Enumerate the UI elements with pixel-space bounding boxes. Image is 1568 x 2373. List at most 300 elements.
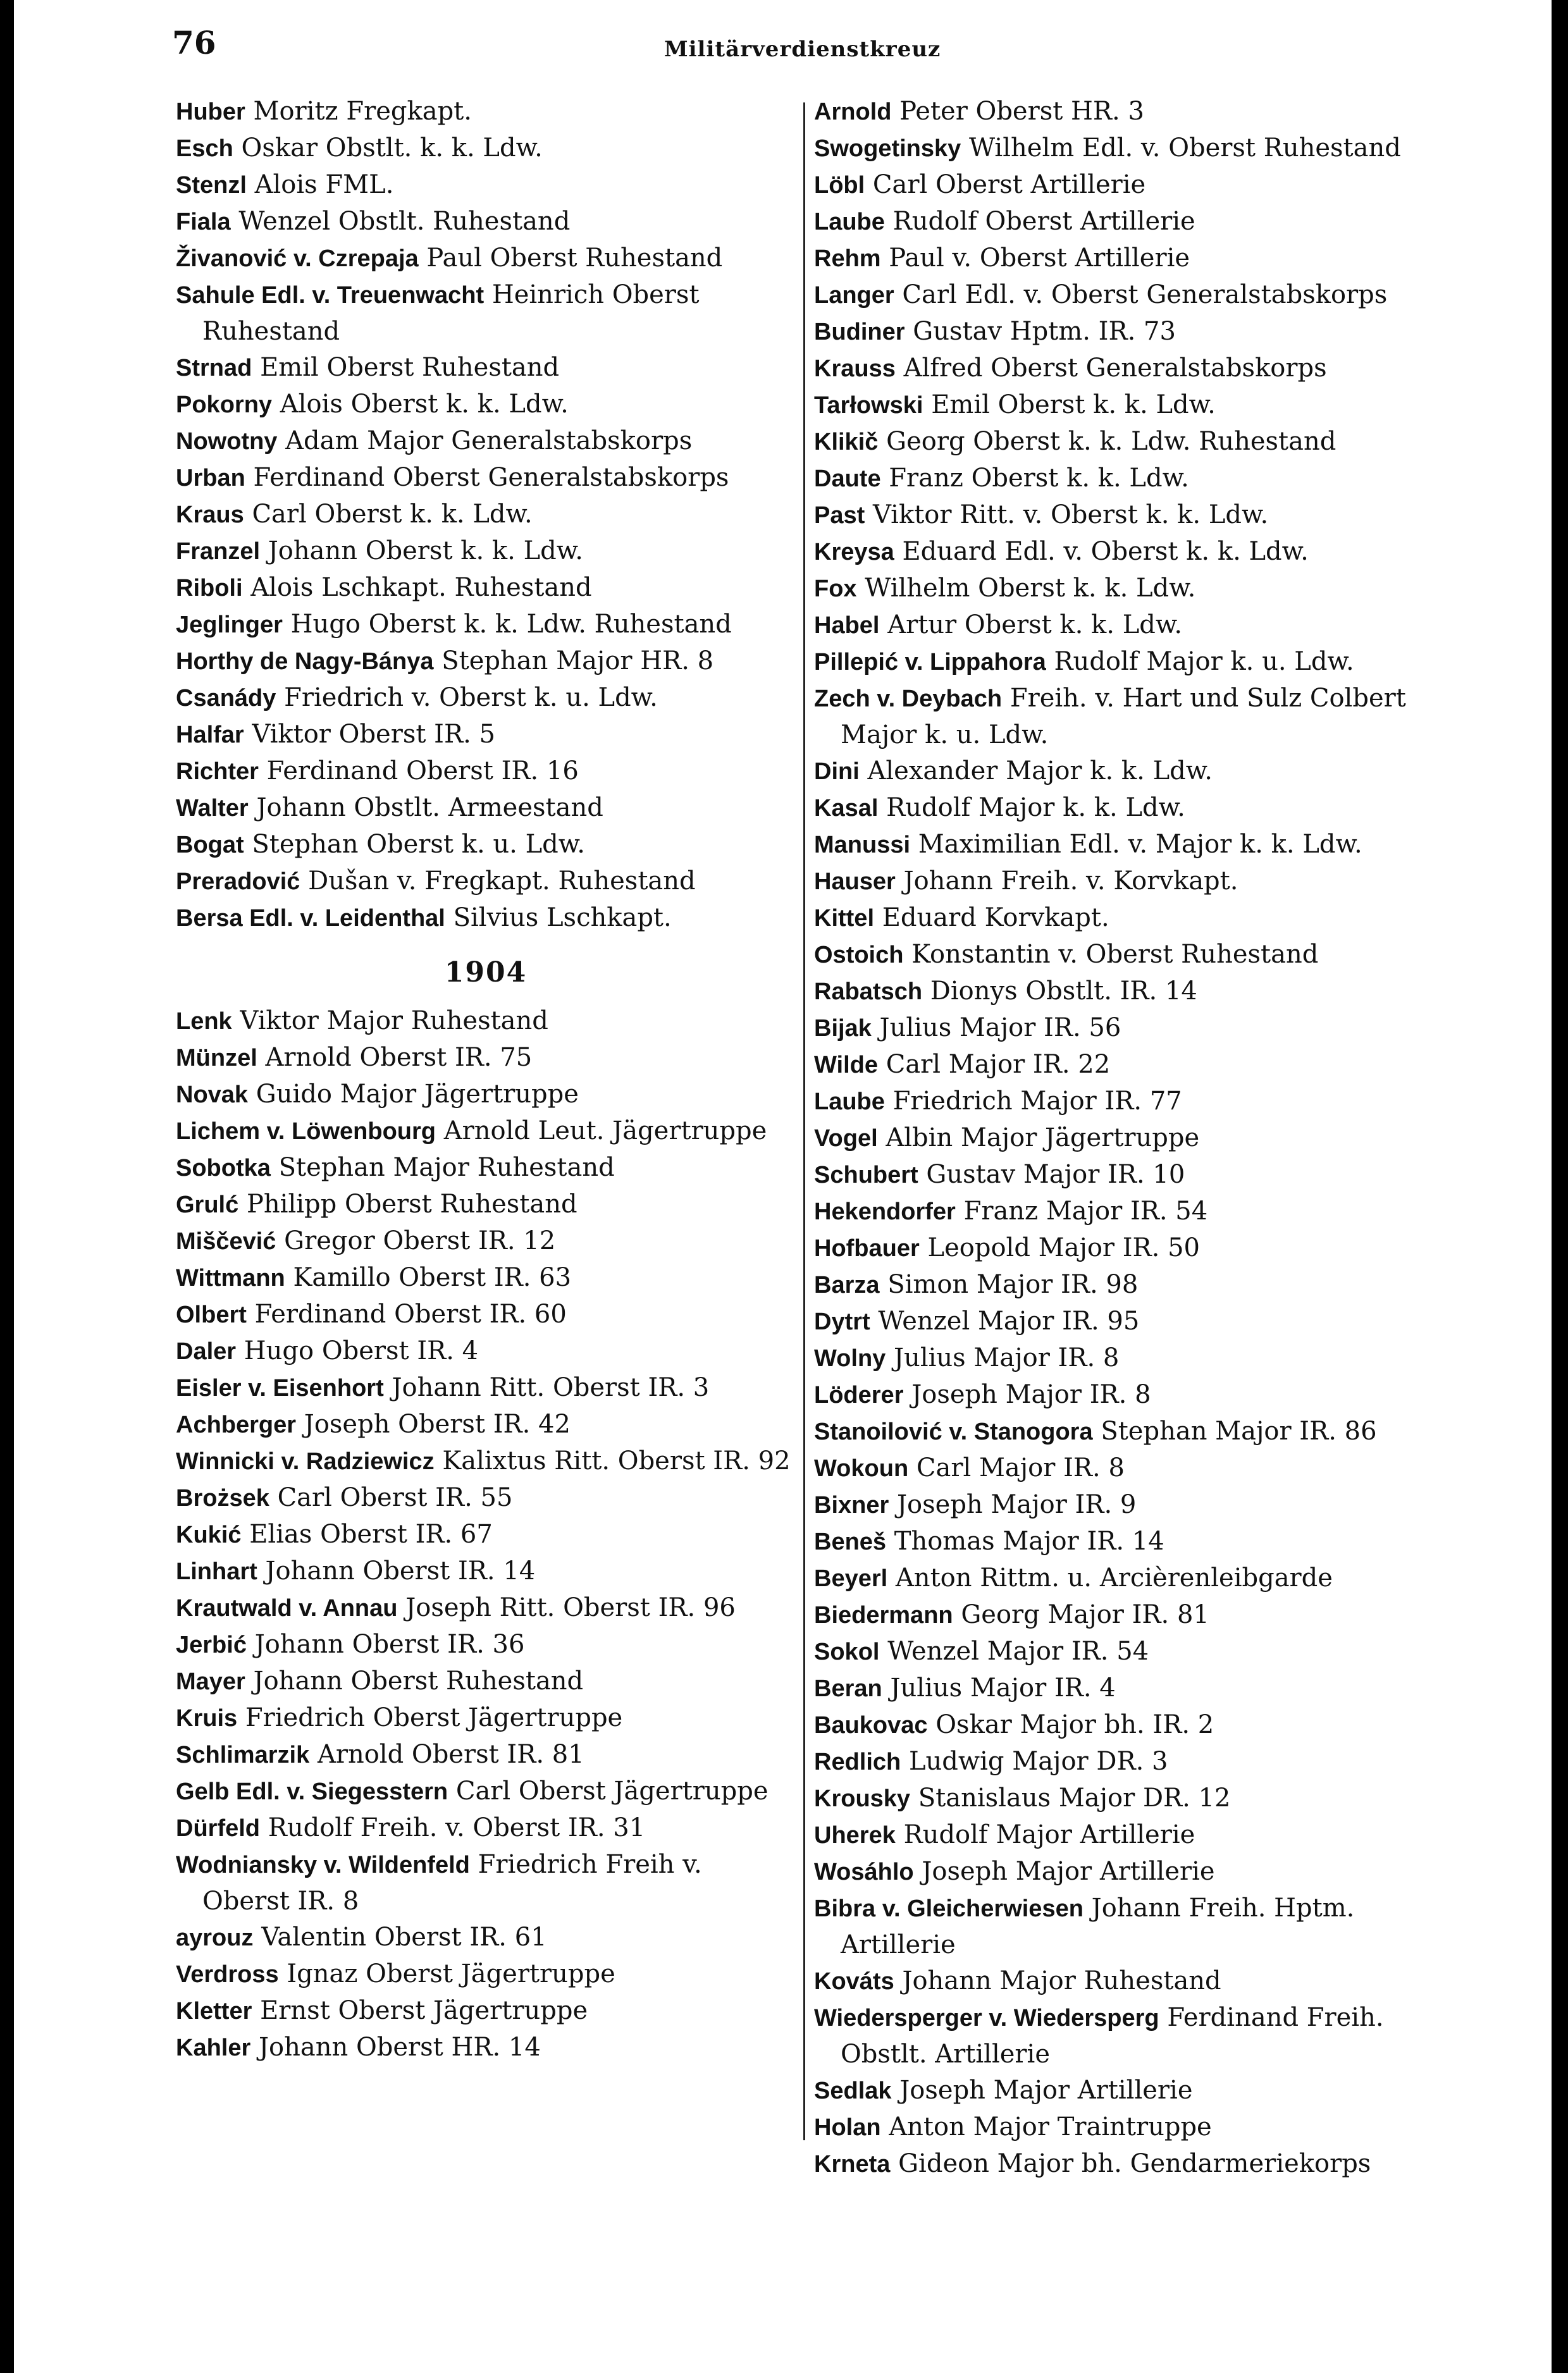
entry-details: Carl Oberst Jägertruppe <box>455 1777 769 1806</box>
entry-details: Johann Freih. v. Korvkapt. <box>903 866 1238 896</box>
entry-details: Ludwig Major DR. 3 <box>908 1747 1168 1776</box>
list-item <box>814 1047 1453 1083</box>
list-item <box>176 1480 796 1517</box>
entry-details: Anton Major Traintruppe <box>889 2112 1212 2142</box>
entry-surname: Wosáhlo <box>814 1859 914 1885</box>
list-item <box>814 827 1453 863</box>
list-item <box>176 1700 796 1737</box>
entry-surname: Dürfeld <box>176 1815 260 1842</box>
list-item <box>176 680 796 717</box>
entry-surname: Wolny <box>814 1345 886 1372</box>
list-item <box>814 1780 1453 1817</box>
entry-details: Joseph Oberst IR. 42 <box>304 1410 571 1439</box>
entry-surname: Krauss <box>814 355 896 382</box>
entry-details: Anton Rittm. u. Arcièrenleibgarde <box>895 1563 1333 1593</box>
entry-details: Johann Oberst Ruhestand <box>253 1667 584 1696</box>
entry-details: Ferdinand Freih. Obstlt. Artillerie <box>841 2003 1384 2069</box>
entry-surname: Verdross <box>176 1961 279 1988</box>
entry-surname: Kletter <box>176 1998 252 2025</box>
entry-surname: Beneš <box>814 1529 887 1555</box>
entry-details: Friedrich v. Oberst k. u. Ldw. <box>284 683 658 712</box>
entry-surname: Dini <box>814 758 860 785</box>
entry-surname: Halfar <box>176 722 244 748</box>
entry-details: Joseph Major IR. 9 <box>897 1490 1137 1519</box>
entry-details: Gregor Oberst IR. 12 <box>284 1226 556 1255</box>
entry-details: Gustav Major IR. 10 <box>926 1160 1185 1189</box>
list-item <box>176 1407 796 1443</box>
entry-surname: Uherek <box>814 1822 896 1849</box>
entry-details: Hugo Oberst IR. 4 <box>244 1336 479 1365</box>
list-item <box>814 681 1453 753</box>
entry-details: Emil Oberst Ruhestand <box>260 353 560 382</box>
list-item <box>176 386 796 423</box>
right-column <box>814 94 1453 2183</box>
entry-details: Arnold Oberst IR. 81 <box>317 1740 584 1769</box>
entry-details: Stanislaus Major DR. 12 <box>918 1784 1231 1813</box>
entry-surname: Huber <box>176 99 245 125</box>
entry-details: Joseph Major Artillerie <box>899 2076 1193 2105</box>
entry-details: Stephan Major IR. 86 <box>1101 1417 1377 1446</box>
entry-surname: Walter <box>176 795 249 822</box>
list-item <box>814 1120 1453 1157</box>
list-item <box>814 1083 1453 1120</box>
entry-surname: Lenk <box>176 1008 232 1035</box>
entry-surname: Novak <box>176 1082 249 1108</box>
list-item <box>814 1744 1453 1780</box>
entry-details: Carl Oberst Artillerie <box>872 170 1146 199</box>
list-item <box>176 167 796 204</box>
entry-surname: Biedermann <box>814 1602 953 1629</box>
entry-surname: Bogat <box>176 832 244 858</box>
list-item <box>814 1414 1453 1450</box>
entry-surname: Wiedersperger v. Wiedersperg <box>814 2005 1159 2031</box>
entry-details: Hugo Oberst k. k. Ldw. Ruhestand <box>290 610 732 639</box>
entry-surname: Tarłowski <box>814 392 923 419</box>
entry-details: Peter Oberst HR. 3 <box>899 97 1144 126</box>
list-item <box>814 644 1453 681</box>
list-item <box>814 1010 1453 1047</box>
entry-details: Carl Major IR. 22 <box>886 1050 1111 1079</box>
entry-surname: Kruis <box>176 1705 238 1732</box>
entry-surname: Laube <box>814 1088 885 1115</box>
list-item <box>814 534 1453 570</box>
entry-details: Maximilian Edl. v. Major k. k. Ldw. <box>918 830 1362 859</box>
entry-details: Dušan v. Fregkapt. Ruhestand <box>308 866 696 896</box>
entry-details: Viktor Oberst IR. 5 <box>252 720 495 749</box>
entry-details: Paul Oberst Ruhestand <box>426 243 723 273</box>
list-item <box>176 1003 796 1040</box>
list-item <box>814 1450 1453 1487</box>
list-item <box>176 130 796 167</box>
entry-surname: Sobotka <box>176 1155 271 1181</box>
entry-details: Arnold Leut. Jägertruppe <box>443 1116 767 1145</box>
entry-surname: Sahule Edl. v. Treuenwacht <box>176 282 485 309</box>
entry-surname: Hofbauer <box>814 1235 920 1262</box>
list-item <box>814 1634 1453 1670</box>
entry-surname: Fox <box>814 576 857 602</box>
entry-details: Adam Major Generalstabskorps <box>285 426 693 455</box>
list-item <box>176 1260 796 1297</box>
list-item <box>814 607 1453 644</box>
entry-surname: Habel <box>814 612 880 639</box>
list-item <box>176 1517 796 1553</box>
entry-surname: Bixner <box>814 1492 889 1519</box>
entry-details: Johann Major Ruhestand <box>902 1966 1221 1995</box>
page-number: 76 <box>172 24 216 61</box>
entry-details: Friedrich Oberst Jägertruppe <box>245 1703 623 1732</box>
entry-details: Julius Major IR. 8 <box>894 1343 1120 1372</box>
entry-surname: Löderer <box>814 1382 904 1408</box>
list-item <box>176 1076 796 1113</box>
entry-surname: Esch <box>176 135 233 162</box>
list-item <box>176 496 796 533</box>
list-item <box>814 1193 1453 1230</box>
right-scan-border <box>1552 0 1568 2373</box>
list-item <box>176 1150 796 1186</box>
entry-surname: Nowotny <box>176 428 278 455</box>
entry-details: Ferdinand Oberst Generalstabskorps <box>253 463 729 492</box>
entry-details: Joseph Major IR. 8 <box>911 1380 1151 1409</box>
list-item <box>814 130 1453 167</box>
entry-surname: Jeglinger <box>176 612 283 638</box>
entry-details: Alois FML. <box>254 170 394 199</box>
entry-surname: Lichem v. Löwenbourg <box>176 1118 436 1145</box>
entry-details: Simon Major IR. 98 <box>887 1270 1139 1299</box>
entry-details: Freih. v. Hart und Sulz Colbert Major k. u. Ldw. <box>841 684 1406 749</box>
entry-details: Ignaz Oberst Jägertruppe <box>287 1959 615 1988</box>
entry-surname: Strnad <box>176 355 252 381</box>
entry-surname: Brożsek <box>176 1485 269 1512</box>
entry-surname: Löbl <box>814 172 865 199</box>
entry-surname: Riboli <box>176 575 243 601</box>
entry-surname: Zech v. Deybach <box>814 686 1003 712</box>
list-item <box>814 1377 1453 1414</box>
list-item <box>176 827 796 863</box>
entry-surname: Pokorny <box>176 391 273 418</box>
entry-details: Dionys Obstlt. IR. 14 <box>930 977 1197 1006</box>
list-item <box>176 900 796 937</box>
list-item <box>814 790 1453 827</box>
entry-details: Johann Oberst k. k. Ldw. <box>268 536 583 565</box>
list-item <box>176 423 796 460</box>
entry-surname: Franzel <box>176 538 261 565</box>
entry-surname: Kukić <box>176 1522 242 1548</box>
entry-details: Stephan Major Ruhestand <box>278 1153 615 1182</box>
entry-surname: Vogel <box>814 1125 878 1152</box>
entry-surname: Wokoun <box>814 1455 909 1482</box>
entry-details: Alexander Major k. k. Ldw. <box>867 756 1213 786</box>
entry-details: Viktor Ritt. v. Oberst k. k. Ldw. <box>873 500 1269 529</box>
list-item <box>176 1956 796 1993</box>
list-item <box>814 753 1453 790</box>
list-item <box>814 1890 1453 1963</box>
entry-surname: Krousky <box>814 1785 911 1812</box>
entry-details: Rudolf Major k. u. Ldw. <box>1054 647 1354 676</box>
list-item <box>814 1597 1453 1634</box>
entry-details: Viktor Major Ruhestand <box>240 1006 548 1035</box>
entry-details: Philipp Oberst Ruhestand <box>246 1190 577 1219</box>
entry-surname: Kasal <box>814 795 879 822</box>
entry-details: Georg Oberst k. k. Ldw. Ruhestand <box>886 427 1337 456</box>
list-item <box>176 790 796 827</box>
list-item <box>814 1304 1453 1340</box>
list-item <box>814 387 1453 424</box>
list-item <box>176 1810 796 1847</box>
list-item <box>814 350 1453 387</box>
entry-details: Johann Oberst IR. 14 <box>265 1556 536 1586</box>
list-item <box>176 1186 796 1223</box>
list-item <box>176 460 796 496</box>
list-item <box>814 1963 1453 2000</box>
list-item <box>814 1524 1453 1560</box>
list-item <box>176 277 796 350</box>
entry-surname: Klikič <box>814 429 879 455</box>
entry-details: Konstantin v. Oberst Ruhestand <box>911 940 1319 969</box>
list-item <box>814 1267 1453 1304</box>
entry-surname: Stenzl <box>176 172 247 199</box>
entry-details: Friedrich Freih v. Oberst IR. 8 <box>202 1850 702 1916</box>
list-item <box>814 497 1453 534</box>
entry-surname: Wilde <box>814 1052 878 1078</box>
entry-surname: Münzel <box>176 1045 257 1071</box>
entry-surname: Richter <box>176 758 259 785</box>
entry-details: Ernst Oberst Jägertruppe <box>260 1996 588 2025</box>
entry-surname: Mayer <box>176 1668 245 1695</box>
list-item <box>176 1553 796 1590</box>
left-entries-before <box>176 94 796 937</box>
entry-details: Artur Oberst k. k. Ldw. <box>887 610 1183 639</box>
entry-surname: Bersa Edl. v. Leidenthal <box>176 905 445 932</box>
entry-details: Oskar Obstlt. k. k. Ldw. <box>241 133 543 163</box>
entry-surname: Sedlak <box>814 2078 892 2104</box>
entry-surname: Schlimarzik <box>176 1742 310 1768</box>
list-item <box>814 1157 1453 1193</box>
entry-surname: Swogetinsky <box>814 135 961 162</box>
left-scan-border <box>0 0 14 2373</box>
entry-surname: Wittmann <box>176 1265 285 1291</box>
entry-surname: Gelb Edl. v. Siegesstern <box>176 1778 448 1805</box>
entry-surname: Schubert <box>814 1162 918 1188</box>
entry-surname: Langer <box>814 282 894 309</box>
list-item <box>176 717 796 753</box>
list-item <box>814 1817 1453 1854</box>
entry-details: Carl Edl. v. Oberst Generalstabskorps <box>902 280 1388 309</box>
entry-surname: Rehm <box>814 245 881 272</box>
entry-details: Johann Obstlt. Armeestand <box>256 793 603 822</box>
entry-surname: Jerbić <box>176 1632 247 1658</box>
list-item <box>176 1333 796 1370</box>
list-item <box>176 1663 796 1700</box>
entry-details: Paul v. Oberst Artillerie <box>889 243 1190 273</box>
entry-surname: Arnold <box>814 99 892 125</box>
list-item <box>176 607 796 643</box>
list-item <box>814 314 1453 350</box>
entry-details: Ferdinand Oberst IR. 60 <box>254 1300 567 1329</box>
entry-details: Gideon Major bh. Gendarmeriekorps <box>898 2149 1371 2178</box>
list-item <box>814 424 1453 460</box>
entry-surname: Eisler v. Eisenhort <box>176 1375 384 1402</box>
entry-details: Stephan Major HR. 8 <box>441 646 714 675</box>
entry-surname: Rabatsch <box>814 978 923 1005</box>
right-entries <box>814 94 1453 2183</box>
entry-details: Kamillo Oberst IR. 63 <box>293 1263 572 1292</box>
entry-details: Friedrich Major IR. 77 <box>892 1087 1182 1116</box>
entry-details: Guido Major Jägertruppe <box>256 1080 579 1109</box>
list-item <box>814 2073 1453 2109</box>
entry-surname: Beran <box>814 1675 882 1702</box>
entry-surname: Wodniansky v. Wildenfeld <box>176 1852 470 1878</box>
entry-surname: Horthy de Nagy-Bánya <box>176 648 434 675</box>
entry-surname: Past <box>814 502 865 529</box>
entry-details: Silvius Lschkapt. <box>453 903 672 932</box>
entry-surname: Olbert <box>176 1302 247 1328</box>
column-divider <box>803 102 805 2140</box>
entry-surname: Živanović v. Czrepaja <box>176 245 419 272</box>
entry-details: Rudolf Major k. k. Ldw. <box>886 793 1185 822</box>
entry-details: Wilhelm Edl. v. Oberst Ruhestand <box>969 133 1401 163</box>
list-item <box>176 570 796 607</box>
entry-details: Moritz Fregkapt. <box>253 97 472 126</box>
entry-details: Rudolf Oberst Artillerie <box>892 207 1195 236</box>
entry-details: Ferdinand Oberst IR. 16 <box>266 756 579 786</box>
entry-surname: Kahler <box>176 2035 251 2061</box>
entry-surname: Pillepić v. Lippahora <box>814 649 1046 675</box>
entry-surname: Krneta <box>814 2151 891 2178</box>
entry-details: Kalixtus Ritt. Oberst IR. 92 <box>442 1446 791 1476</box>
list-item <box>176 1847 796 1920</box>
entry-details: Rudolf Major Artillerie <box>903 1820 1195 1849</box>
entry-details: Joseph Ritt. Oberst IR. 96 <box>405 1593 736 1622</box>
entry-details: Arnold Oberst IR. 75 <box>265 1043 533 1072</box>
entry-details: Carl Oberst IR. 55 <box>277 1483 513 1512</box>
entry-details: Elias Oberst IR. 67 <box>249 1520 493 1549</box>
list-item <box>176 1590 796 1627</box>
list-item <box>814 94 1453 130</box>
entry-details: Eduard Edl. v. Oberst k. k. Ldw. <box>902 537 1309 566</box>
list-item <box>814 1487 1453 1524</box>
list-item <box>176 753 796 790</box>
list-item <box>176 1040 796 1076</box>
entry-details: Johann Ritt. Oberst IR. 3 <box>392 1373 710 1402</box>
list-item <box>814 1340 1453 1377</box>
list-item <box>814 1707 1453 1744</box>
entry-details: Oskar Major bh. IR. 2 <box>935 1710 1214 1739</box>
list-item <box>814 863 1453 900</box>
list-item <box>814 167 1453 204</box>
list-item <box>176 1223 796 1260</box>
list-item <box>176 1920 796 1956</box>
entry-details: Johann Oberst IR. 36 <box>254 1630 525 1659</box>
entry-details: Franz Major IR. 54 <box>963 1197 1208 1226</box>
entry-surname: Winnicki v. Radziewicz <box>176 1448 435 1475</box>
entry-details: Joseph Major Artillerie <box>922 1857 1215 1886</box>
list-item <box>176 863 796 900</box>
entry-surname: Kittel <box>814 905 874 932</box>
list-item <box>814 973 1453 1010</box>
entry-surname: Linhart <box>176 1558 257 1585</box>
entry-surname: Kraus <box>176 502 244 528</box>
list-item <box>176 533 796 570</box>
entry-surname: Daute <box>814 465 881 492</box>
entry-details: Johann Freih. Hptm. Artillerie <box>841 1894 1355 1959</box>
entry-details: Carl Major IR. 8 <box>916 1453 1125 1482</box>
list-item <box>814 204 1453 240</box>
entry-details: Wilhelm Oberst k. k. Ldw. <box>865 574 1196 603</box>
entry-details: Johann Oberst HR. 14 <box>259 2033 541 2062</box>
left-column <box>176 94 796 2066</box>
entry-details: Georg Major IR. 81 <box>961 1600 1209 1629</box>
entry-details: Wenzel Major IR. 54 <box>887 1637 1149 1666</box>
entry-surname: Urban <box>176 465 245 491</box>
list-item <box>814 900 1453 937</box>
list-item <box>176 1737 796 1773</box>
entry-surname: Csanády <box>176 685 276 712</box>
list-item <box>814 1854 1453 1890</box>
entry-surname: Stanoilović v. Stanogora <box>814 1419 1093 1445</box>
entry-surname: Grulć <box>176 1192 239 1218</box>
entry-surname: Achberger <box>176 1412 297 1438</box>
list-item <box>814 570 1453 607</box>
entry-surname: Bijak <box>814 1015 872 1042</box>
entry-details: Alfred Oberst Generalstabskorps <box>903 354 1327 383</box>
entry-details: Leopold Major IR. 50 <box>927 1233 1201 1262</box>
list-item <box>176 240 796 277</box>
entry-surname: Ostoich <box>814 942 904 968</box>
entry-details: Wenzel Major IR. 95 <box>878 1307 1140 1336</box>
entry-surname: Holan <box>814 2114 881 2141</box>
entry-details: Julius Major IR. 4 <box>890 1673 1116 1703</box>
entry-details: Eduard Korvkapt. <box>882 903 1109 932</box>
entry-details: Alois Oberst k. k. Ldw. <box>280 390 569 419</box>
list-item <box>814 937 1453 973</box>
entry-details: Alois Lschkapt. Ruhestand <box>250 573 592 602</box>
list-item <box>176 643 796 680</box>
list-item <box>176 1297 796 1333</box>
entry-surname: Barza <box>814 1272 880 1298</box>
entry-surname: Beyerl <box>814 1565 888 1592</box>
entry-surname: Budiner <box>814 319 905 345</box>
list-item <box>176 1443 796 1480</box>
entry-surname: Miščević <box>176 1228 276 1255</box>
entry-surname: Krautwald v. Annau <box>176 1595 398 1622</box>
list-item <box>176 204 796 240</box>
list-item <box>176 1370 796 1407</box>
entry-surname: Dytrt <box>814 1309 870 1335</box>
list-item <box>176 350 796 386</box>
entry-details: Emil Oberst k. k. Ldw. <box>931 390 1216 419</box>
entry-surname: Bibra v. Gleicherwiesen <box>814 1895 1083 1922</box>
entry-details: Albin Major Jägertruppe <box>886 1123 1200 1152</box>
section-year-heading: 1904 <box>444 956 528 989</box>
entry-surname: Kreysa <box>814 539 894 565</box>
list-item <box>814 1560 1453 1597</box>
list-item <box>814 277 1453 314</box>
entry-details: Julius Major IR. 56 <box>879 1013 1121 1042</box>
entry-surname: Sokol <box>814 1639 880 1665</box>
entry-details: Thomas Major IR. 14 <box>894 1527 1164 1556</box>
left-entries-after <box>176 1003 796 2066</box>
entry-details: Gustav Hptm. IR. 73 <box>913 317 1176 346</box>
entry-details: Heinrich Oberst Ruhestand <box>202 280 700 346</box>
list-item <box>176 94 796 130</box>
list-item <box>814 2000 1453 2073</box>
entry-surname: Manussi <box>814 832 911 858</box>
entry-surname: Redlich <box>814 1749 901 1775</box>
list-item <box>814 1670 1453 1707</box>
entry-surname: Daler <box>176 1338 237 1365</box>
entry-surname: Laube <box>814 209 885 235</box>
entry-surname: Kováts <box>814 1968 894 1995</box>
